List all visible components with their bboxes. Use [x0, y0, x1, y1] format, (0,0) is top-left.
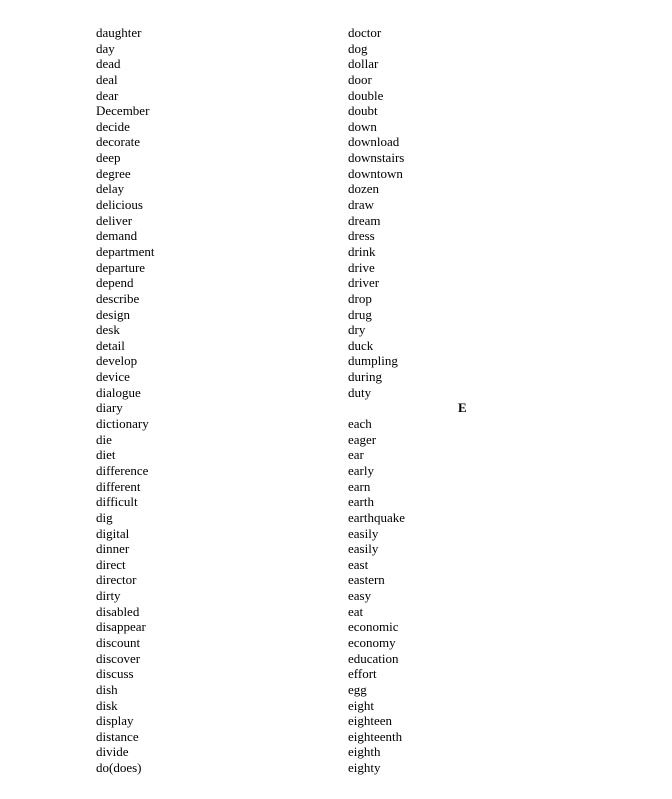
- word-entry: drink: [348, 243, 376, 259]
- word-entry: doctor: [348, 25, 382, 40]
- word-entry: dig: [96, 509, 113, 525]
- word-entry: detail: [96, 337, 125, 353]
- word-entry: direct: [96, 556, 126, 572]
- word-entry: demand: [96, 228, 138, 244]
- word-entry: eighteenth: [348, 728, 403, 744]
- word-entry: delay: [96, 181, 125, 197]
- word-entry: daughter: [96, 25, 142, 40]
- word-entry: dead: [96, 56, 121, 72]
- word-entry: dollar: [348, 56, 379, 72]
- word-entry: dictionary: [96, 416, 149, 432]
- word-entry: eighth: [348, 744, 381, 760]
- word-list-right-column: [348, 25, 405, 776]
- word-entry: dialogue: [96, 384, 141, 400]
- word-entry: education: [348, 650, 399, 666]
- word-entry: downtown: [348, 165, 403, 181]
- word-entry: difficult: [96, 494, 138, 510]
- word-entry: each: [348, 416, 372, 432]
- word-entry: design: [96, 306, 130, 322]
- word-entry: eat: [348, 603, 364, 619]
- word-entry: economic: [348, 619, 399, 635]
- word-entry: egg: [348, 681, 367, 697]
- section-gap: [348, 400, 405, 416]
- word-entry: earthquake: [348, 509, 406, 525]
- word-entry: deep: [96, 150, 121, 166]
- word-entry: effort: [348, 666, 377, 682]
- word-entry: digital: [96, 525, 130, 541]
- word-entry: difference: [96, 462, 149, 478]
- word-entry: degree: [96, 165, 131, 181]
- word-entry: dirty: [96, 588, 121, 604]
- word-entry: during: [348, 369, 382, 385]
- word-entry: duty: [348, 384, 372, 400]
- word-entry: driver: [348, 275, 380, 291]
- word-entry: different: [96, 478, 141, 494]
- word-entry: dog: [348, 40, 368, 56]
- word-entry: dream: [348, 212, 381, 228]
- word-entry: die: [96, 431, 112, 447]
- word-entry: distance: [96, 728, 139, 744]
- word-entry: east: [348, 556, 369, 572]
- word-entry: downstairs: [348, 150, 405, 166]
- word-entry: dear: [96, 87, 119, 103]
- word-entry: doubt: [348, 103, 378, 119]
- word-entry: disappear: [96, 619, 146, 635]
- word-entry: diet: [96, 447, 116, 463]
- word-entry: deal: [96, 71, 118, 87]
- word-entry: department: [96, 243, 155, 259]
- word-entry: double: [348, 87, 384, 103]
- word-entry: drug: [348, 306, 372, 322]
- word-entry: do(does): [96, 760, 142, 776]
- word-entry: decide: [96, 118, 130, 134]
- word-entry: dry: [348, 322, 366, 338]
- word-entry: discount: [96, 634, 141, 650]
- word-entry: dinner: [96, 541, 130, 557]
- word-entry: disabled: [96, 603, 140, 619]
- word-entry: dumpling: [348, 353, 398, 369]
- word-entry: dress: [348, 228, 375, 244]
- word-entry: dish: [96, 681, 118, 697]
- word-entry: draw: [348, 197, 374, 213]
- word-entry: door: [348, 71, 372, 87]
- word-entry: drive: [348, 259, 375, 275]
- word-entry: divide: [96, 744, 129, 760]
- section-heading-letter: E: [458, 400, 467, 415]
- word-entry: drop: [348, 290, 372, 306]
- word-entry: diary: [96, 400, 123, 416]
- word-entry: discuss: [96, 666, 134, 682]
- word-entry: eight: [348, 697, 374, 713]
- word-entry: easy: [348, 588, 372, 604]
- word-entry: download: [348, 134, 400, 150]
- word-entry: eighteen: [348, 713, 393, 729]
- word-entry: discover: [96, 650, 141, 666]
- word-entry: desk: [96, 322, 120, 338]
- word-entry: day: [96, 40, 115, 56]
- word-entry: delicious: [96, 197, 143, 213]
- word-entry: eager: [348, 431, 377, 447]
- word-entry: economy: [348, 634, 396, 650]
- word-entry: depend: [96, 275, 134, 291]
- word-entry: dozen: [348, 181, 380, 197]
- word-entry: earth: [348, 494, 374, 510]
- word-list-left-column: [96, 25, 154, 776]
- word-entry: develop: [96, 353, 138, 369]
- word-entry: eighty: [348, 760, 381, 776]
- word-entry: ear: [348, 447, 364, 463]
- word-entry: December: [96, 103, 150, 119]
- word-entry: deliver: [96, 212, 133, 228]
- word-entry: down: [348, 118, 377, 134]
- word-entry: display: [96, 713, 134, 729]
- word-entry: duck: [348, 337, 374, 353]
- word-entry: departure: [96, 259, 146, 275]
- word-entry: early: [348, 462, 374, 478]
- word-entry: describe: [96, 290, 140, 306]
- word-entry: director: [96, 572, 137, 588]
- word-entry: eastern: [348, 572, 385, 588]
- word-entry: easily: [348, 525, 379, 541]
- word-entry: decorate: [96, 134, 141, 150]
- word-entry: disk: [96, 697, 118, 713]
- word-entry: easily: [348, 541, 379, 557]
- word-entry: earn: [348, 478, 371, 494]
- word-entry: device: [96, 369, 130, 385]
